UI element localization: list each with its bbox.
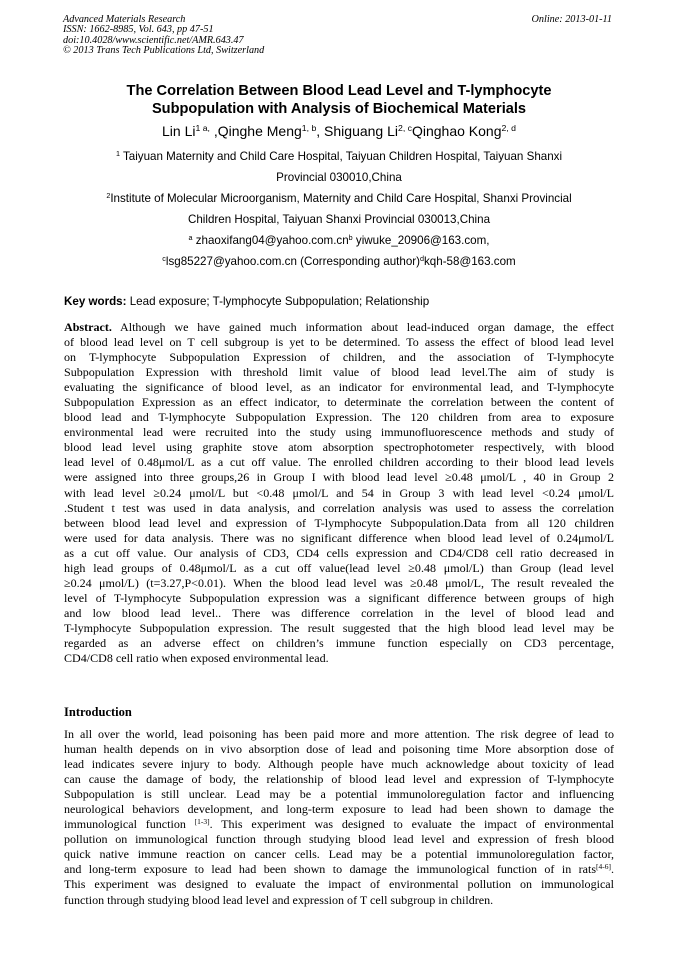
email-line-2 <box>60 255 618 269</box>
intro-line: neurological behaviors development, and long-term exposure to lead had been shown to damage the <box>64 802 614 817</box>
author-list <box>60 122 618 140</box>
intro-text: . This experiment was designed to evaluate the impact of environmental <box>209 817 614 832</box>
intro-text: and long-term exposure to lead had been shown to damage the immunological function of in rats <box>64 862 597 877</box>
intro-line: function through studying blood lead level and expression of T cell subgroup in children. <box>64 892 494 907</box>
affiliation-sup: 2 <box>106 191 111 201</box>
keywords-text: Lead exposure; T-lymphocyte Subpopulation; Relationship <box>126 295 430 308</box>
email-address: lsg85227@yahoo.com.cn (Corresponding author) <box>165 255 420 268</box>
author-sup: 2, d <box>501 123 516 134</box>
intro-line: quick native immune reaction on cancer cells. Lead may be a potential immunoloregulation factor, <box>64 847 614 862</box>
abstract-line: were used for data analysis. There was no significant difference when blood lead level of 0.24μmol/L <box>64 530 614 545</box>
affiliation-text: Taiyuan Maternity and Child Care Hospital, Taiyuan Children Hospital, Taiyuan Shanxi <box>119 150 563 163</box>
author-sup: 1 a, <box>195 123 210 134</box>
abstract-line: Subpopulation Expression as an effect indicator, to determinate the correlation between the content of <box>64 395 614 410</box>
keywords-label: Key words: <box>64 295 127 308</box>
intro-line: This experiment was designed to evaluate the impact of environmental pollution on immunological <box>64 877 614 892</box>
introduction-body <box>64 727 614 908</box>
email-line-1 <box>60 234 618 248</box>
intro-line: human health depends on in vivo absorption dose of lead and poisoning time More absorption dose of <box>64 742 614 757</box>
intro-line: In all over the world, lead poisoning has been paid more and more attention. The risk degree of lead to <box>64 727 614 741</box>
author-name: , Shiguang Li <box>316 123 398 139</box>
author-name: Lin Li <box>162 123 196 139</box>
intro-text: immunological function <box>64 817 195 832</box>
paper-title <box>60 82 618 118</box>
email-sup: d <box>420 254 424 264</box>
abstract-line: CD4/CD8 cell ratio when exposed environmental lead. <box>64 651 329 666</box>
affiliation-1-line-1 <box>60 150 618 164</box>
email-address: yiwuke_20906@163.com, <box>352 234 490 247</box>
abstract-line: T-lymphocyte Subpopulation expression. The result suggested that the high blood lead level may be <box>64 620 614 635</box>
intro-line: Subpopulation is still unclear. Lead may be a potential immunoloregulation factor and influencing <box>64 787 614 802</box>
intro-line: pollution on immunological function through studying blood lead level and expression of fresh blood <box>64 832 614 847</box>
abstract <box>64 320 614 666</box>
abstract-line: were assigned into three groups,26 in Group I with blood lead level ≥0.48 μmol/L , 40 in Group 2 <box>64 470 614 485</box>
title-line-2: Subpopulation with Analysis of Biochemical Materials <box>151 101 527 117</box>
abstract-line: of blood lead level on T cell subgroup is yet to be determined. To assess the effect of blood lead level <box>64 335 614 350</box>
abstract-line: environmental lead were recruited into the study using immunofluorescence methods and study of <box>64 425 614 440</box>
intro-line: can cause the damage of body, the relationship of blood lead level and expression of T-lymphocyte <box>64 772 614 787</box>
email-address: zhaoxifang04@yahoo.com.cn <box>192 234 349 247</box>
abstract-line: on T-lymphocyte Subpopulation Expression of children, and the association of T-lymphocyte <box>64 350 614 365</box>
intro-line: lead indicates severe injury to body. Although people have much acknowledge about toxicity of lead <box>64 757 614 772</box>
journal-meta <box>63 15 264 57</box>
abstract-line: Subpopulation Expression with threshold limit value of blood lead level.The aim of study is <box>64 365 614 380</box>
copyright: © 2013 Trans Tech Publications Ltd, Switzerland <box>63 45 265 57</box>
abstract-line: .Student t test was used in data analysis, and correlation analysis was used to assess the correlation <box>64 500 614 515</box>
citation-ref: [4-6] <box>596 862 611 872</box>
affiliation-1-line-2: Provincial 030010,China <box>276 171 402 184</box>
doi: doi:10.4028/www.scientific.net/AMR.643.47 <box>63 34 244 46</box>
email-sup: b <box>348 233 353 243</box>
abstract-label: Abstract. <box>64 320 112 334</box>
abstract-line: regarded as an adverse effect on children’s immune function especially on CD3 percentage, <box>64 635 614 650</box>
email-sup: c <box>162 254 166 264</box>
affiliation-sup: 1 <box>115 149 120 159</box>
abstract-line <box>64 320 614 335</box>
intro-line <box>64 862 614 877</box>
issn: ISSN: 1662-8985, Vol. 643, pp 47-51 <box>63 24 214 36</box>
abstract-line: level of T-lymphocyte Subpopulation expression was a significant difference between groups of high <box>64 590 614 605</box>
abstract-line: blood lead and T-lymphocyte Subpopulation Expression. The 120 children from area to exposure <box>64 410 614 425</box>
keywords <box>64 295 429 309</box>
journal-name: Advanced Materials Research <box>63 14 186 25</box>
abstract-line: between blood lead level and expression of T-lymphocyte Subpopulation.Data from all 120 children <box>64 515 614 530</box>
affiliation-text: Institute of Molecular Microorganism, Maternity and Child Care Hospital, Shanxi Provincial <box>110 192 572 205</box>
abstract-line: lead level of 0.48μmol/L as a cut off value. The enrolled children according to their blood lead levels <box>64 455 614 470</box>
author-sup: 2, c <box>398 123 412 134</box>
abstract-line: evaluating the significance of blood level, as an indicator for environmental lead, and T-lymphocyte <box>64 380 614 395</box>
affiliation-2-line-2: Children Hospital, Taiyuan Shanxi Provincial 030013,China <box>187 213 491 226</box>
abstract-line: high lead groups of 0.48μmol/L as a cut off value(lead level ≥0.48 μmol/L) than Group (lead level <box>64 560 614 575</box>
author-sup: 1, b <box>301 123 317 134</box>
intro-line <box>64 817 614 832</box>
abstract-line: and low blood lead level.. There was difference correlation in the level of blood lead and <box>64 605 614 620</box>
citation-ref: [1-3] <box>194 817 210 827</box>
online-date: Online: 2013-01-11 <box>531 14 612 25</box>
title-line-1: The Correlation Between Blood Lead Level and T-lymphocyte <box>126 83 552 99</box>
abstract-line: with lead level ≥0.24 μmol/L but <0.48 μmol/L and 54 in Group 3 with lead level <0.24 μmol/L <box>64 485 614 500</box>
email-address: kqh-58@163.com <box>424 255 516 268</box>
affiliation-2-line-1 <box>60 192 618 206</box>
abstract-text: Although we have gained much information about lead-induced organ damage, the effect <box>111 320 614 334</box>
author-name: Qinghao Kong <box>411 123 502 139</box>
section-heading-introduction: Introduction <box>64 705 132 719</box>
email-sup: a <box>188 233 193 243</box>
abstract-line: ≥0.24 μmol/L) (t=3.27,P<0.01). When the blood lead level was ≥0.48 μmol/L, The result revealed the <box>64 575 614 590</box>
intro-text: . <box>610 862 614 877</box>
abstract-line: blood lead level using graphite stove atom absorption spectrophotometer respectively, with blood <box>64 440 614 455</box>
author-name: ,Qinghe Meng <box>209 123 302 139</box>
abstract-line: as a cut off value. Our analysis of CD3, CD4 cells expression and CD4/CD8 cell ratio decreased in <box>64 545 614 560</box>
